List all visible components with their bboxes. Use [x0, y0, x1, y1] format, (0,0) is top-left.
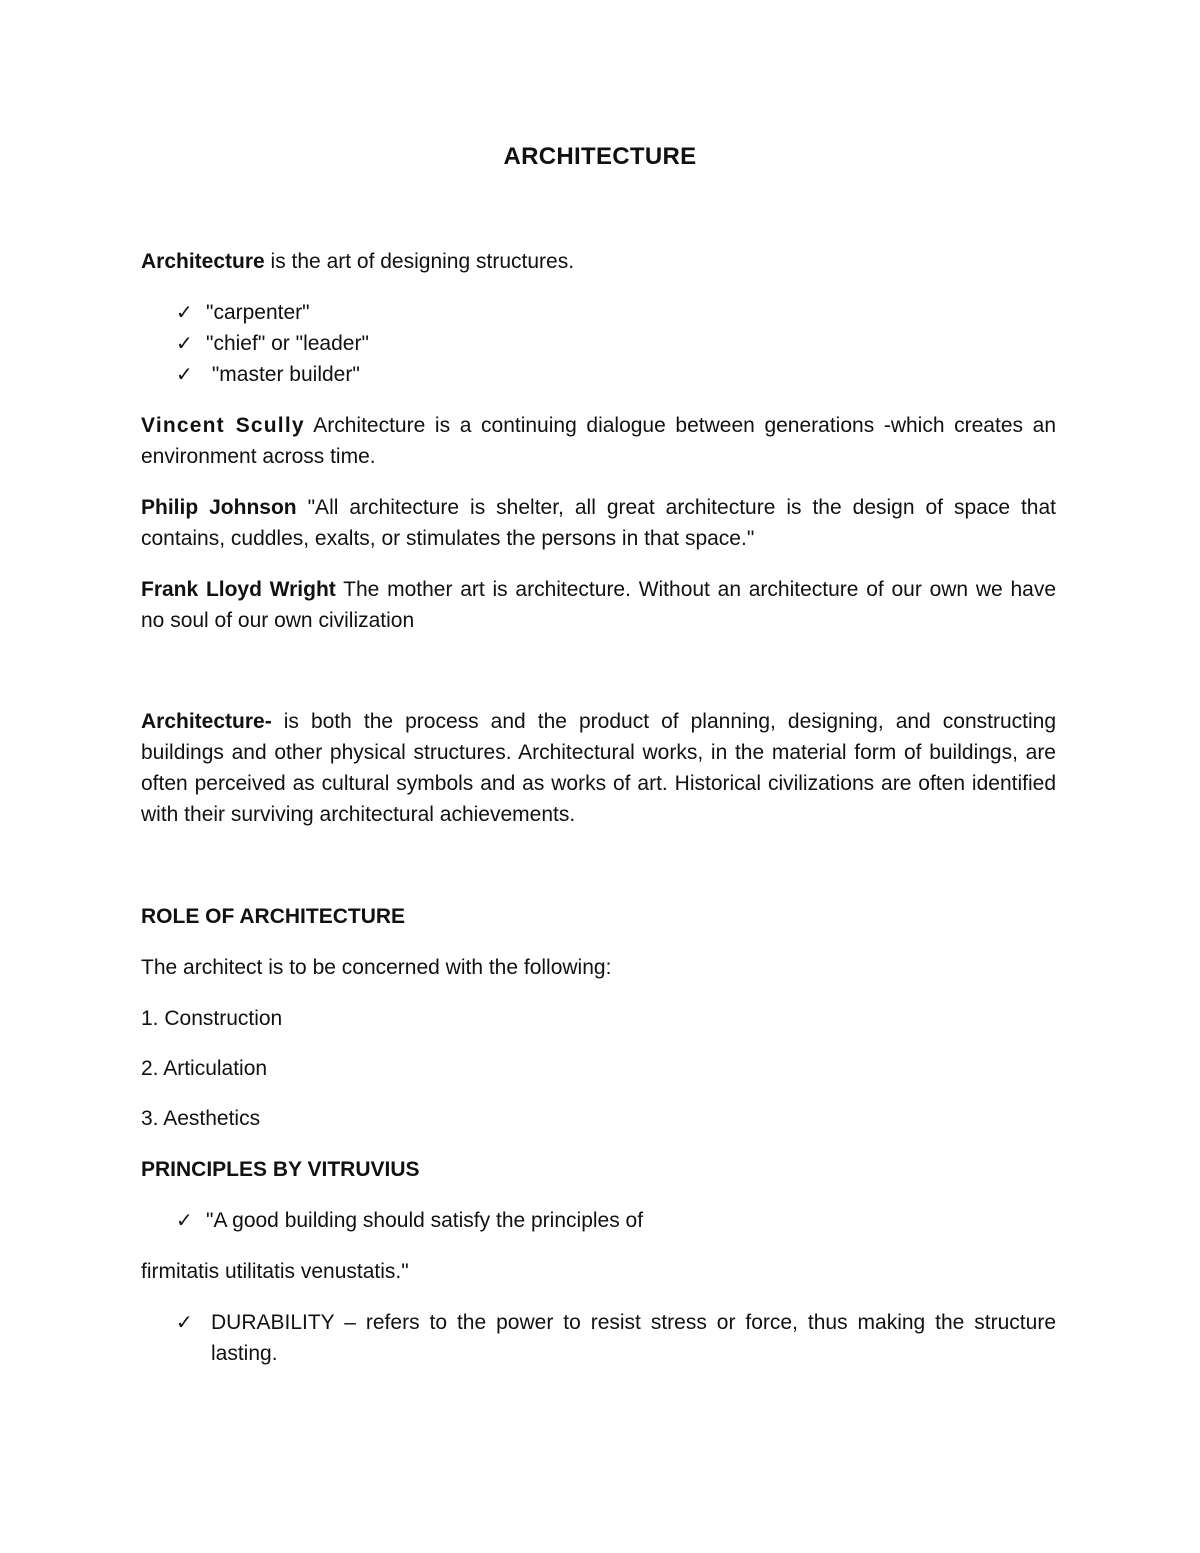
quote-text: The mother art is architecture. Without an architecture of our own we have no soul of our own civilization: [141, 578, 1057, 632]
definition-paragraph: [141, 706, 1056, 830]
role-lead: The architect is to be concerned with the following:: [141, 956, 612, 979]
principle-quote: "A good building should satisfy the principles of: [206, 1209, 644, 1232]
intro-text: is the art of designing structures.: [264, 250, 575, 273]
list-item: [176, 297, 310, 328]
checkmark-icon: ✓: [176, 300, 193, 324]
intro-paragraph: [141, 246, 1056, 277]
quote-wright: [141, 574, 1056, 636]
checkmark-icon: ✓: [176, 1310, 193, 1334]
checkmark-icon: ✓: [176, 331, 193, 355]
intro-term: Architecture: [141, 250, 265, 273]
etymology-item: "carpenter": [206, 301, 310, 324]
list-item: [176, 328, 369, 359]
quote-text: Architecture is a continuing dialogue between generations -which creates an environment across time.: [141, 414, 1056, 468]
role-item: 2. Articulation: [141, 1057, 268, 1080]
role-item: 1. Construction: [141, 1007, 283, 1030]
checkmark-icon: ✓: [176, 362, 193, 386]
quote-author: Philip Johnson: [141, 496, 297, 519]
quote-johnson: [141, 492, 1056, 554]
list-item: [176, 359, 360, 390]
role-item: 3. Aesthetics: [141, 1107, 261, 1130]
list-item: [176, 1205, 643, 1236]
definition-term: Architecture-: [141, 710, 272, 733]
etymology-item: "master builder": [206, 363, 360, 386]
section-heading-role: ROLE OF ARCHITECTURE: [141, 905, 406, 928]
quote-author: Vincent Scully: [141, 414, 305, 437]
quote-author: Frank Lloyd Wright: [141, 578, 336, 601]
section-heading-principles: PRINCIPLES BY VITRUVIUS: [141, 1158, 420, 1181]
checkmark-icon: ✓: [176, 1208, 193, 1232]
quote-scully: [141, 410, 1056, 472]
quote-text: "All architecture is shelter, all great architecture is the design of space that contains, cuddles, exalts, or stimulates the persons in that space.": [141, 496, 1056, 550]
page-title: ARCHITECTURE: [503, 143, 697, 170]
definition-text: is both the process and the product of planning, designing, and constructing buildings and other physical structures. Architectural works, in the material form of buildings, are often perceived as cultural symbols and as works of art. Historical civilizations are often identified with their surviving architectural achievements.: [141, 710, 1056, 826]
principle-quote-continued: firmitatis utilitatis venustatis.": [141, 1260, 409, 1283]
etymology-item: "chief" or "leader": [206, 332, 369, 355]
durability-text: DURABILITY – refers to the power to resist stress or force, thus making the structure lasting.: [211, 1311, 1056, 1365]
